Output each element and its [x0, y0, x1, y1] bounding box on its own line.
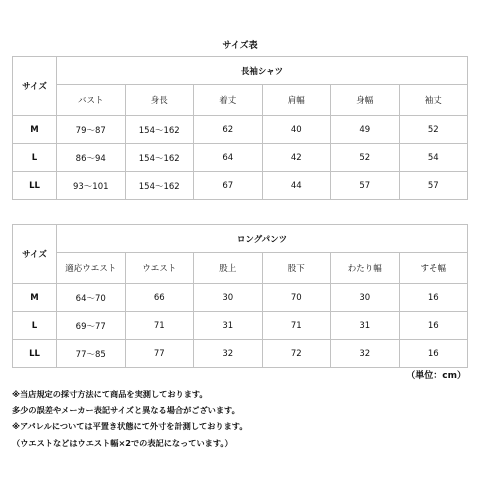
pants-group-title: ロングパンツ [57, 225, 468, 253]
table-row [13, 172, 468, 200]
size-label: LL [13, 340, 57, 368]
size-column-header: サイズ [13, 225, 57, 284]
table-cell: 42 [262, 144, 331, 172]
table-cell: 77～85 [57, 340, 126, 368]
table-cell: 52 [399, 116, 468, 144]
table-cell: 16 [399, 340, 468, 368]
table-cell: 30 [194, 284, 263, 312]
table-cell: 154～162 [125, 144, 194, 172]
table-cell: 93～101 [57, 172, 126, 200]
size-label: L [13, 144, 57, 172]
table-cell: 86～94 [57, 144, 126, 172]
column-header: 身幅 [331, 85, 400, 116]
column-header: わたり幅 [331, 253, 400, 284]
table-cell: 52 [331, 144, 400, 172]
column-header: 股上 [194, 253, 263, 284]
table-cell: 67 [194, 172, 263, 200]
table-cell: 154～162 [125, 172, 194, 200]
column-header: すそ幅 [399, 253, 468, 284]
table-cell: 64 [194, 144, 263, 172]
table-cell: 69～77 [57, 312, 126, 340]
table-cell: 71 [125, 312, 194, 340]
table-row [13, 284, 468, 312]
shirt-group-title: 長袖シャツ [57, 57, 468, 85]
table-cell: 57 [399, 172, 468, 200]
column-header: バスト [57, 85, 126, 116]
table-row [13, 340, 468, 368]
column-header: 肩幅 [262, 85, 331, 116]
column-header: 袖丈 [399, 85, 468, 116]
column-header: ウエスト [125, 253, 194, 284]
table-row [13, 312, 468, 340]
table-cell: 30 [331, 284, 400, 312]
size-label: M [13, 116, 57, 144]
size-label: L [13, 312, 57, 340]
column-header: 身長 [125, 85, 194, 116]
table-cell: 79～87 [57, 116, 126, 144]
column-header: 着丈 [194, 85, 263, 116]
table-cell: 16 [399, 312, 468, 340]
table-cell: 64～70 [57, 284, 126, 312]
pants-size-table [12, 224, 468, 368]
unit-note: （単位：cm） [406, 371, 466, 381]
size-label: LL [13, 172, 57, 200]
column-header: 股下 [262, 253, 331, 284]
table-cell: 32 [331, 340, 400, 368]
table-cell: 72 [262, 340, 331, 368]
table-cell: 66 [125, 284, 194, 312]
table-row [13, 116, 468, 144]
table-cell: 49 [331, 116, 400, 144]
table-cell: 71 [262, 312, 331, 340]
table-row [13, 144, 468, 172]
table-cell: 54 [399, 144, 468, 172]
table-cell: 44 [262, 172, 331, 200]
note-line: （ウエストなどはウエスト幅×2での表記になっています。） [12, 437, 233, 448]
table-cell: 70 [262, 284, 331, 312]
note-line: ※アパレルについては平置き状態にて外寸を計測しております。 [12, 421, 248, 432]
table-cell: 77 [125, 340, 194, 368]
table-cell: 154～162 [125, 116, 194, 144]
table-cell: 62 [194, 116, 263, 144]
note-line: ※当店規定の採寸方法にて商品を実測しております。 [12, 389, 208, 399]
column-header: 適応ウエスト [57, 253, 126, 284]
table-cell: 32 [194, 340, 263, 368]
size-label: M [13, 284, 57, 312]
table-cell: 31 [194, 312, 263, 340]
shirt-size-table [12, 56, 468, 200]
table-cell: 16 [399, 284, 468, 312]
table-cell: 57 [331, 172, 400, 200]
size-column-header: サイズ [13, 57, 57, 116]
note-line: 多少の誤差やメーカー表記サイズと異なる場合がございます。 [12, 405, 240, 416]
table-cell: 40 [262, 116, 331, 144]
page-title: サイズ表 [222, 41, 258, 51]
table-cell: 31 [331, 312, 400, 340]
notes [12, 386, 468, 451]
